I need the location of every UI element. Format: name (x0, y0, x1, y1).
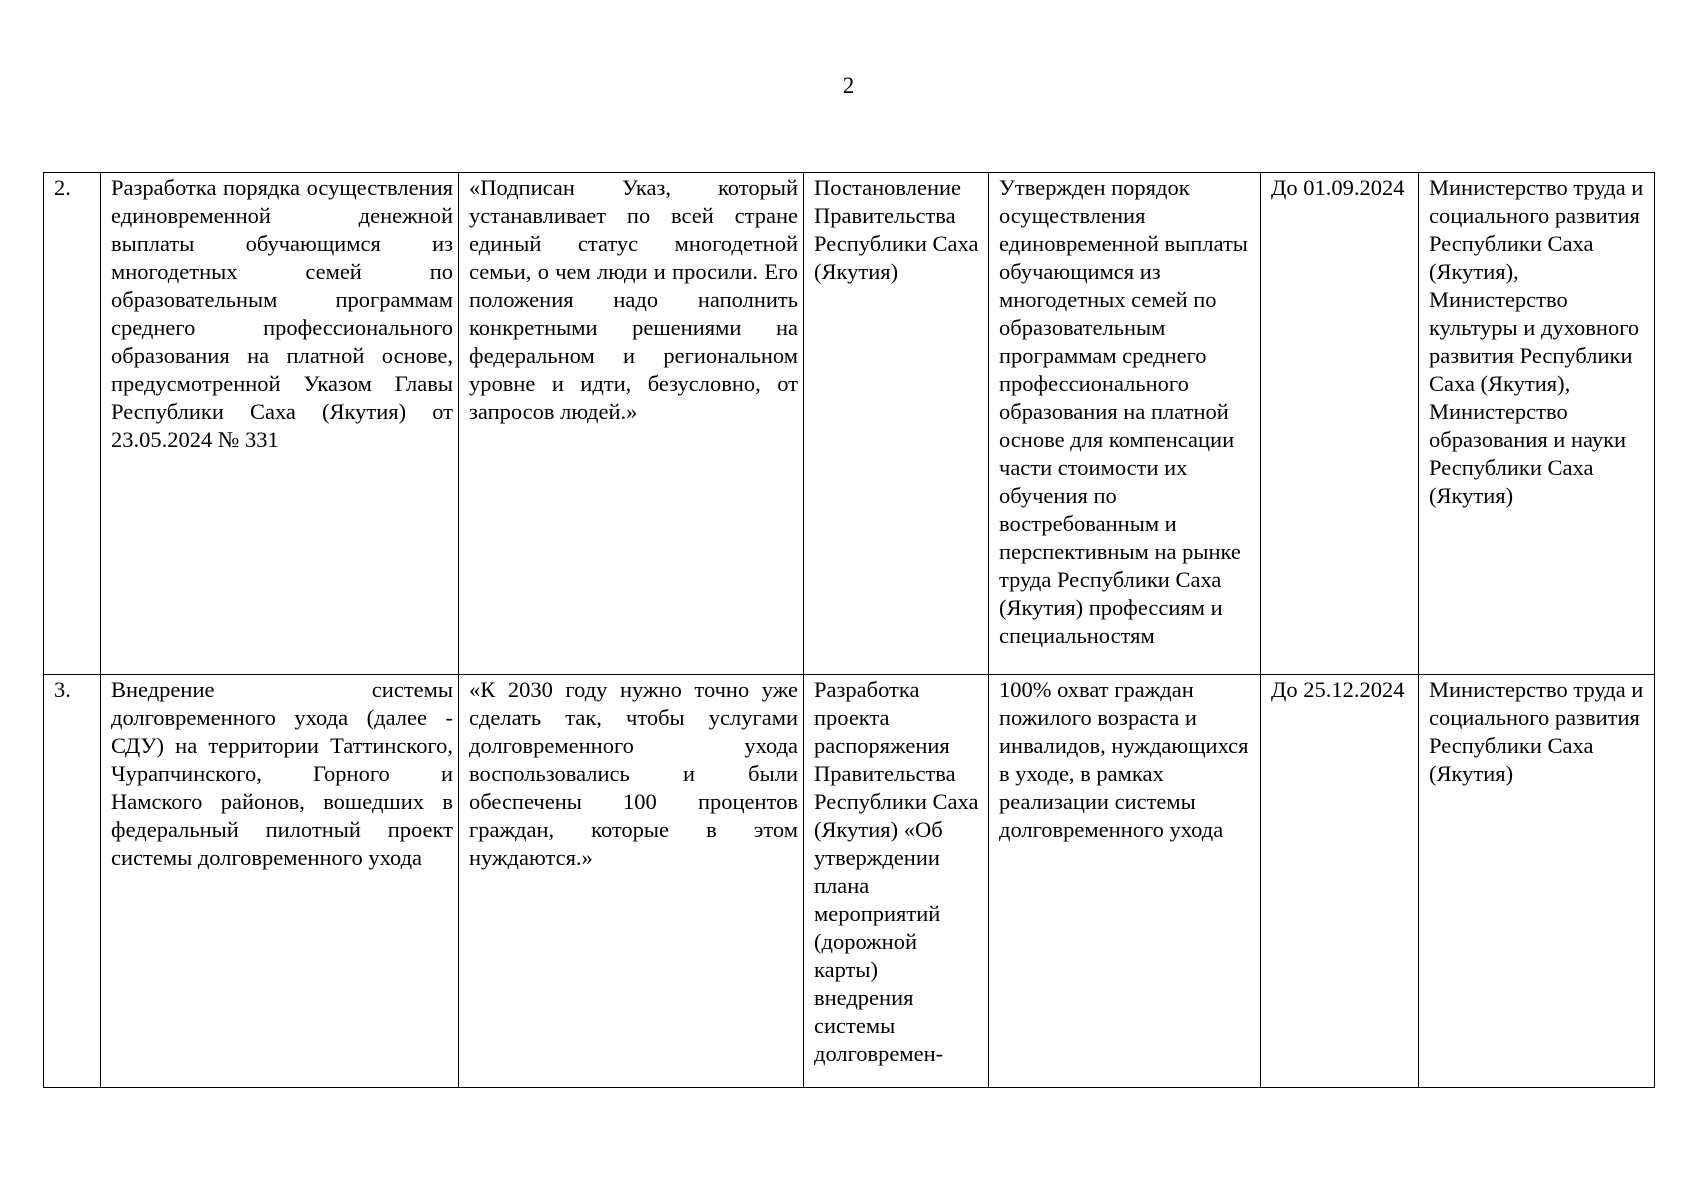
measure-text: Разработка порядка осуществления единовременной денежной выплаты обучающимся из многодетных семей по образовательным программам среднего профессионального образования на платной основе, предусмотренной Указом Главы Республики Саха (Якутия) от 23.05.2024 № 331 (111, 175, 453, 452)
quote-cell (459, 173, 804, 675)
page-number: 2 (842, 73, 855, 98)
responsible-cell (1419, 675, 1655, 1088)
responsible-cell (1419, 173, 1655, 675)
table-row (44, 675, 1655, 1088)
responsible-text: Министерство труда и социального развития Республики Саха (Якутия) (1429, 677, 1644, 786)
result-cell (989, 675, 1261, 1088)
table-row (44, 173, 1655, 675)
document-text: Разработка проекта распоряжения Правительства Республики Саха (Якутия) «Об утверждении плана мероприятий (дорожной карты) внедрения системы долговремен- (814, 677, 979, 1066)
quote-cell (459, 675, 804, 1088)
measure-text: Внедрение системы долговременного ухода (далее - СДУ) на территории Таттинского, Чурапчинского, Горного и Намского районов, вошедших в федеральный пилотный проект системы долговременного ухода (111, 677, 453, 870)
row-number-cell (44, 675, 101, 1088)
result-text: Утвержден порядок осуществления единовременной выплаты обучающимся из многодетных семей по образовательным программам среднего профессионального образования на платной основе для компенсации части стоимости их обучения по востребованным и перспективным на рынке труда Республики Саха (Якутия) профессиям и специальностям (999, 175, 1248, 648)
measures-table (43, 172, 1655, 1088)
quote-text: «Подписан Указ, который устанавливает по всей стране единый статус многодетной семьи, о чем люди и просили. Его положения надо наполнить конкретными решениями на федеральном и региональном уровне и идти, безусловно, от запросов людей.» (469, 175, 798, 424)
document-cell (804, 675, 989, 1088)
deadline-cell (1261, 675, 1419, 1088)
responsible-text: Министерство труда и социального развития Республики Саха (Якутия), Министерство культуры и духовного развития Республики Саха (Якутия), Министерство образования и науки Республики Саха (Якутия) (1429, 175, 1644, 508)
quote-text: «К 2030 году нужно точно уже сделать так, чтобы услугами долговременного ухода воспользовались и были обеспечены 100 процентов граждан, которые в этом нуждаются.» (469, 677, 798, 870)
result-cell (989, 173, 1261, 675)
result-text: 100% охват граждан пожилого возраста и инвалидов, нуждающихся в уходе, в рамках реализации системы долговременного ухода (999, 677, 1249, 842)
document-text: Постановление Правительства Республики Саха (Якутия) (814, 175, 979, 284)
row-number: 2. (54, 175, 71, 200)
deadline-text: До 25.12.2024 (1271, 677, 1405, 702)
row-number: 3. (54, 677, 71, 702)
row-number-cell (44, 173, 101, 675)
deadline-text: До 01.09.2024 (1271, 175, 1405, 200)
deadline-cell (1261, 173, 1419, 675)
document-cell (804, 173, 989, 675)
measure-cell (101, 675, 459, 1088)
measure-cell (101, 173, 459, 675)
